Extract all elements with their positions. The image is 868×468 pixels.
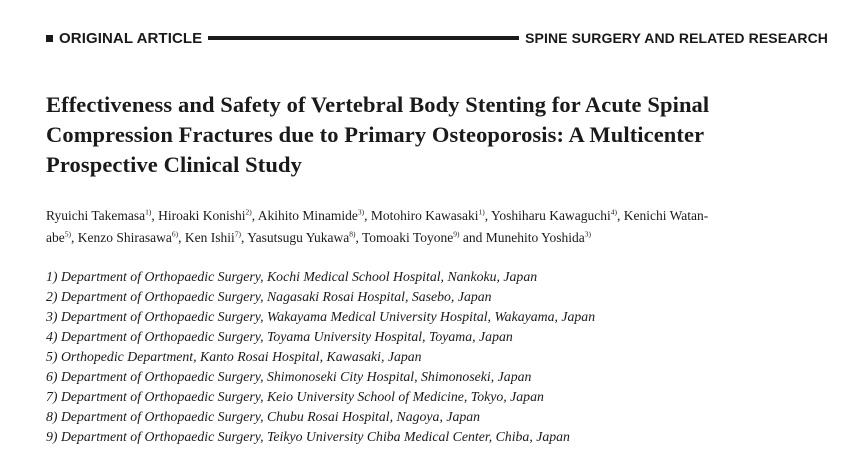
affiliation-item: 7) Department of Orthopaedic Surgery, Keio University School of Medicine, Tokyo, Japan [46,389,544,404]
affiliation-item: 4) Department of Orthopaedic Surgery, Toyama University Hospital, Toyama, Japan [46,329,513,344]
affiliation-item: 1) Department of Orthopaedic Surgery, Kochi Medical School Hospital, Nankoku, Japan [46,269,538,284]
header-divider [208,36,519,40]
author: Kenichi Watan- [623,208,709,223]
article-title [46,90,836,180]
affiliation-list [46,267,832,447]
author-line: Ryuichi Takemasa$^{1)}$, Hiroaki Konishi$^{2)}$, Akihito Minamide$^{3)}$, Motohiro Kawasaki$^{1)}$, Yoshiharu Kawaguchi$^{4)}$, Kenichi Watan- [46,207,709,223]
author: Akihito Minamide$^{3)}$ [257,207,365,223]
author-line: abe$^{5)}$, Kenzo Shirasawa$^{6)}$, Ken Ishii$^{7)}$, Yasutsugu Yukawa$^{8)}$, Tomoaki Toyone$^{9)}$ and Munehito Yoshida$^{3)}$ [46,229,591,245]
affiliation-item: 8) Department of Orthopaedic Surgery, Chubu Rosai Hospital, Nagoya, Japan [46,409,481,424]
author: Ryuichi Takemasa$^{1)}$ [46,207,152,223]
author: Munehito Yoshida$^{3)}$ [485,229,591,245]
title-line: Effectiveness and Safety of Vertebral Body Stenting for Acute Spinal [46,92,710,117]
affiliation-item: 6) Department of Orthopaedic Surgery, Shimonoseki City Hospital, Shimonoseki, Japan [46,369,532,384]
author: Kenzo Shirasawa$^{6)}$ [77,229,179,245]
author: abe$^{5)}$ [46,229,71,245]
author: Hiroaki Konishi$^{2)}$ [158,207,252,223]
affiliation-item: 3) Department of Orthopaedic Surgery, Wakayama Medical University Hospital, Wakayama, Japan [46,309,596,324]
author: Motohiro Kawasaki$^{1)}$ [370,207,485,223]
affiliation-item: 5) Orthopedic Department, Kanto Rosai Hospital, Kawasaki, Japan [46,349,422,364]
author: Yoshiharu Kawaguchi$^{4)}$ [491,207,617,223]
author: Yasutsugu Yukawa$^{8)}$ [247,229,356,245]
title-line: Compression Fractures due to Primary Osteoporosis: A Multicenter [46,122,705,147]
title-line: Prospective Clinical Study [46,152,302,177]
article-type-label: ORIGINAL ARTICLE [59,29,203,47]
article-header [46,27,828,49]
affiliation-item: 9) Department of Orthopaedic Surgery, Teikyo University Chiba Medical Center, Chiba, Japan [46,429,570,444]
affiliation-item: 2) Department of Orthopaedic Surgery, Nagasaki Rosai Hospital, Sasebo, Japan [46,289,492,304]
author-list [46,205,832,249]
journal-section-label: SPINE SURGERY AND RELATED RESEARCH [525,30,828,46]
author: Ken Ishii$^{7)}$ [184,229,241,245]
author: Tomoaki Toyone$^{9)}$ [361,229,460,245]
square-bullet-icon [46,35,53,42]
